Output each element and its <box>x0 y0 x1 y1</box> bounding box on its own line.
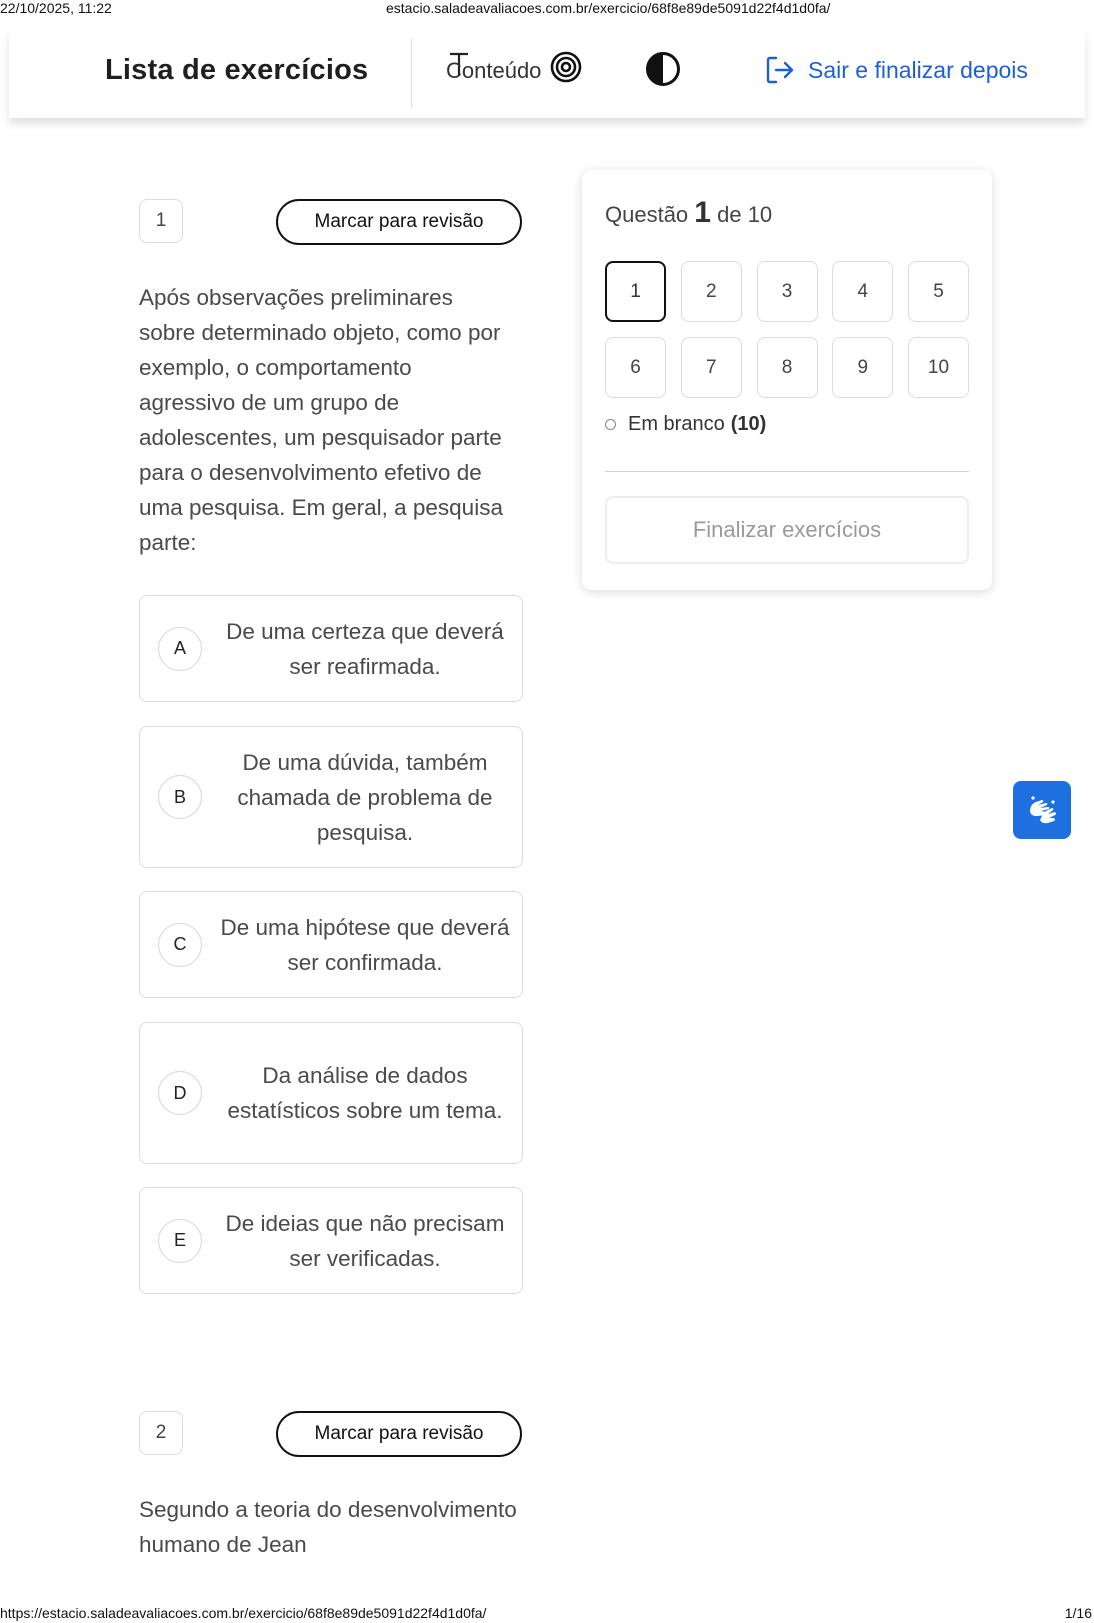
question-nav-button[interactable]: 1 <box>605 261 666 322</box>
mark-review-button[interactable]: Marcar para revisão <box>276 199 522 245</box>
question-nav-button[interactable]: 7 <box>681 337 742 398</box>
option-text: De uma hipótese que deverá ser confirmada. <box>220 914 510 975</box>
option-text: De ideias que não precisam ser verificadas. <box>225 1210 505 1271</box>
blank-count: (10) <box>730 413 767 435</box>
option-text: Da análise de dados estatísticos sobre um tema. <box>227 1063 503 1123</box>
question-nav-button[interactable]: 4 <box>832 261 893 322</box>
question-nav-button[interactable]: 8 <box>757 337 818 398</box>
question-navigator <box>582 170 992 590</box>
print-footer-url: https://estacio.saladeavaliacoes.com.br/exercicio/68f8e89de5091d22f4d1d0fa/ <box>0 1605 487 1621</box>
print-header <box>0 0 1094 18</box>
page-title: Lista de exercícios <box>105 54 369 86</box>
option-letter: A <box>158 627 202 671</box>
app-header <box>9 30 1085 118</box>
print-page-number: 1/16 <box>1064 1605 1092 1621</box>
question-nav-button[interactable]: 6 <box>605 337 666 398</box>
panel-divider <box>605 471 969 472</box>
sign-language-icon <box>1024 792 1060 828</box>
question-nav-button[interactable]: 5 <box>908 261 969 322</box>
logout-icon <box>764 54 796 86</box>
option-text: De uma dúvida, também chamada de problema de pesquisa. <box>237 749 493 845</box>
blank-dot-icon <box>605 419 616 430</box>
counter-current: 1 <box>694 196 711 229</box>
exit-button[interactable] <box>764 52 1028 88</box>
question-number: 2 <box>139 1411 183 1455</box>
option-e[interactable] <box>139 1187 523 1294</box>
option-letter: E <box>158 1219 202 1263</box>
blank-status <box>605 413 766 436</box>
option-letter: D <box>158 1071 202 1115</box>
question-nav-button[interactable]: 2 <box>681 261 742 322</box>
print-footer <box>0 1603 1094 1623</box>
option-c[interactable] <box>139 891 523 998</box>
print-url: estacio.saladeavaliacoes.com.br/exercicio/68f8e89de5091d22f4d1d0fa/ <box>386 0 831 16</box>
finalize-button[interactable]: Finalizar exercícios <box>605 496 969 564</box>
option-b[interactable] <box>139 726 523 868</box>
question-text: Após observações preliminares sobre determinado objeto, como por exemplo, o comportamento agressivo de um grupo de adolescentes, um pesquisador parte para o desenvolvimento efetivo de uma pesquisa. Em geral, a pesquisa parte: <box>139 285 503 555</box>
question-text: Segundo a teoria do desenvolvimento humano de Jean <box>139 1497 517 1557</box>
conteudo-label[interactable]: Conteúdo <box>446 58 542 83</box>
exit-label: Sair e finalizar depois <box>808 56 1028 83</box>
contrast-icon[interactable] <box>645 51 681 87</box>
option-a[interactable] <box>139 595 523 702</box>
question-nav-button[interactable]: 10 <box>908 337 969 398</box>
question-nav-button[interactable]: 3 <box>757 261 818 322</box>
target-icon[interactable] <box>550 51 582 83</box>
libras-accessibility-button[interactable] <box>1013 781 1071 839</box>
option-d[interactable] <box>139 1022 523 1164</box>
counter-suffix: de 10 <box>717 202 773 227</box>
option-letter: B <box>158 775 202 819</box>
counter-prefix: Questão <box>605 202 689 227</box>
blank-label: Em branco <box>628 413 725 435</box>
print-datetime: 22/10/2025, 11:22 <box>0 0 112 16</box>
question-nav-button[interactable]: 9 <box>832 337 893 398</box>
question-number: 1 <box>139 199 183 243</box>
header-divider <box>411 38 412 108</box>
mark-review-button[interactable]: Marcar para revisão <box>276 1411 522 1457</box>
option-text: De uma certeza que deverá ser reafirmada. <box>226 618 504 679</box>
option-letter: C <box>158 923 202 967</box>
question-counter <box>605 196 772 230</box>
